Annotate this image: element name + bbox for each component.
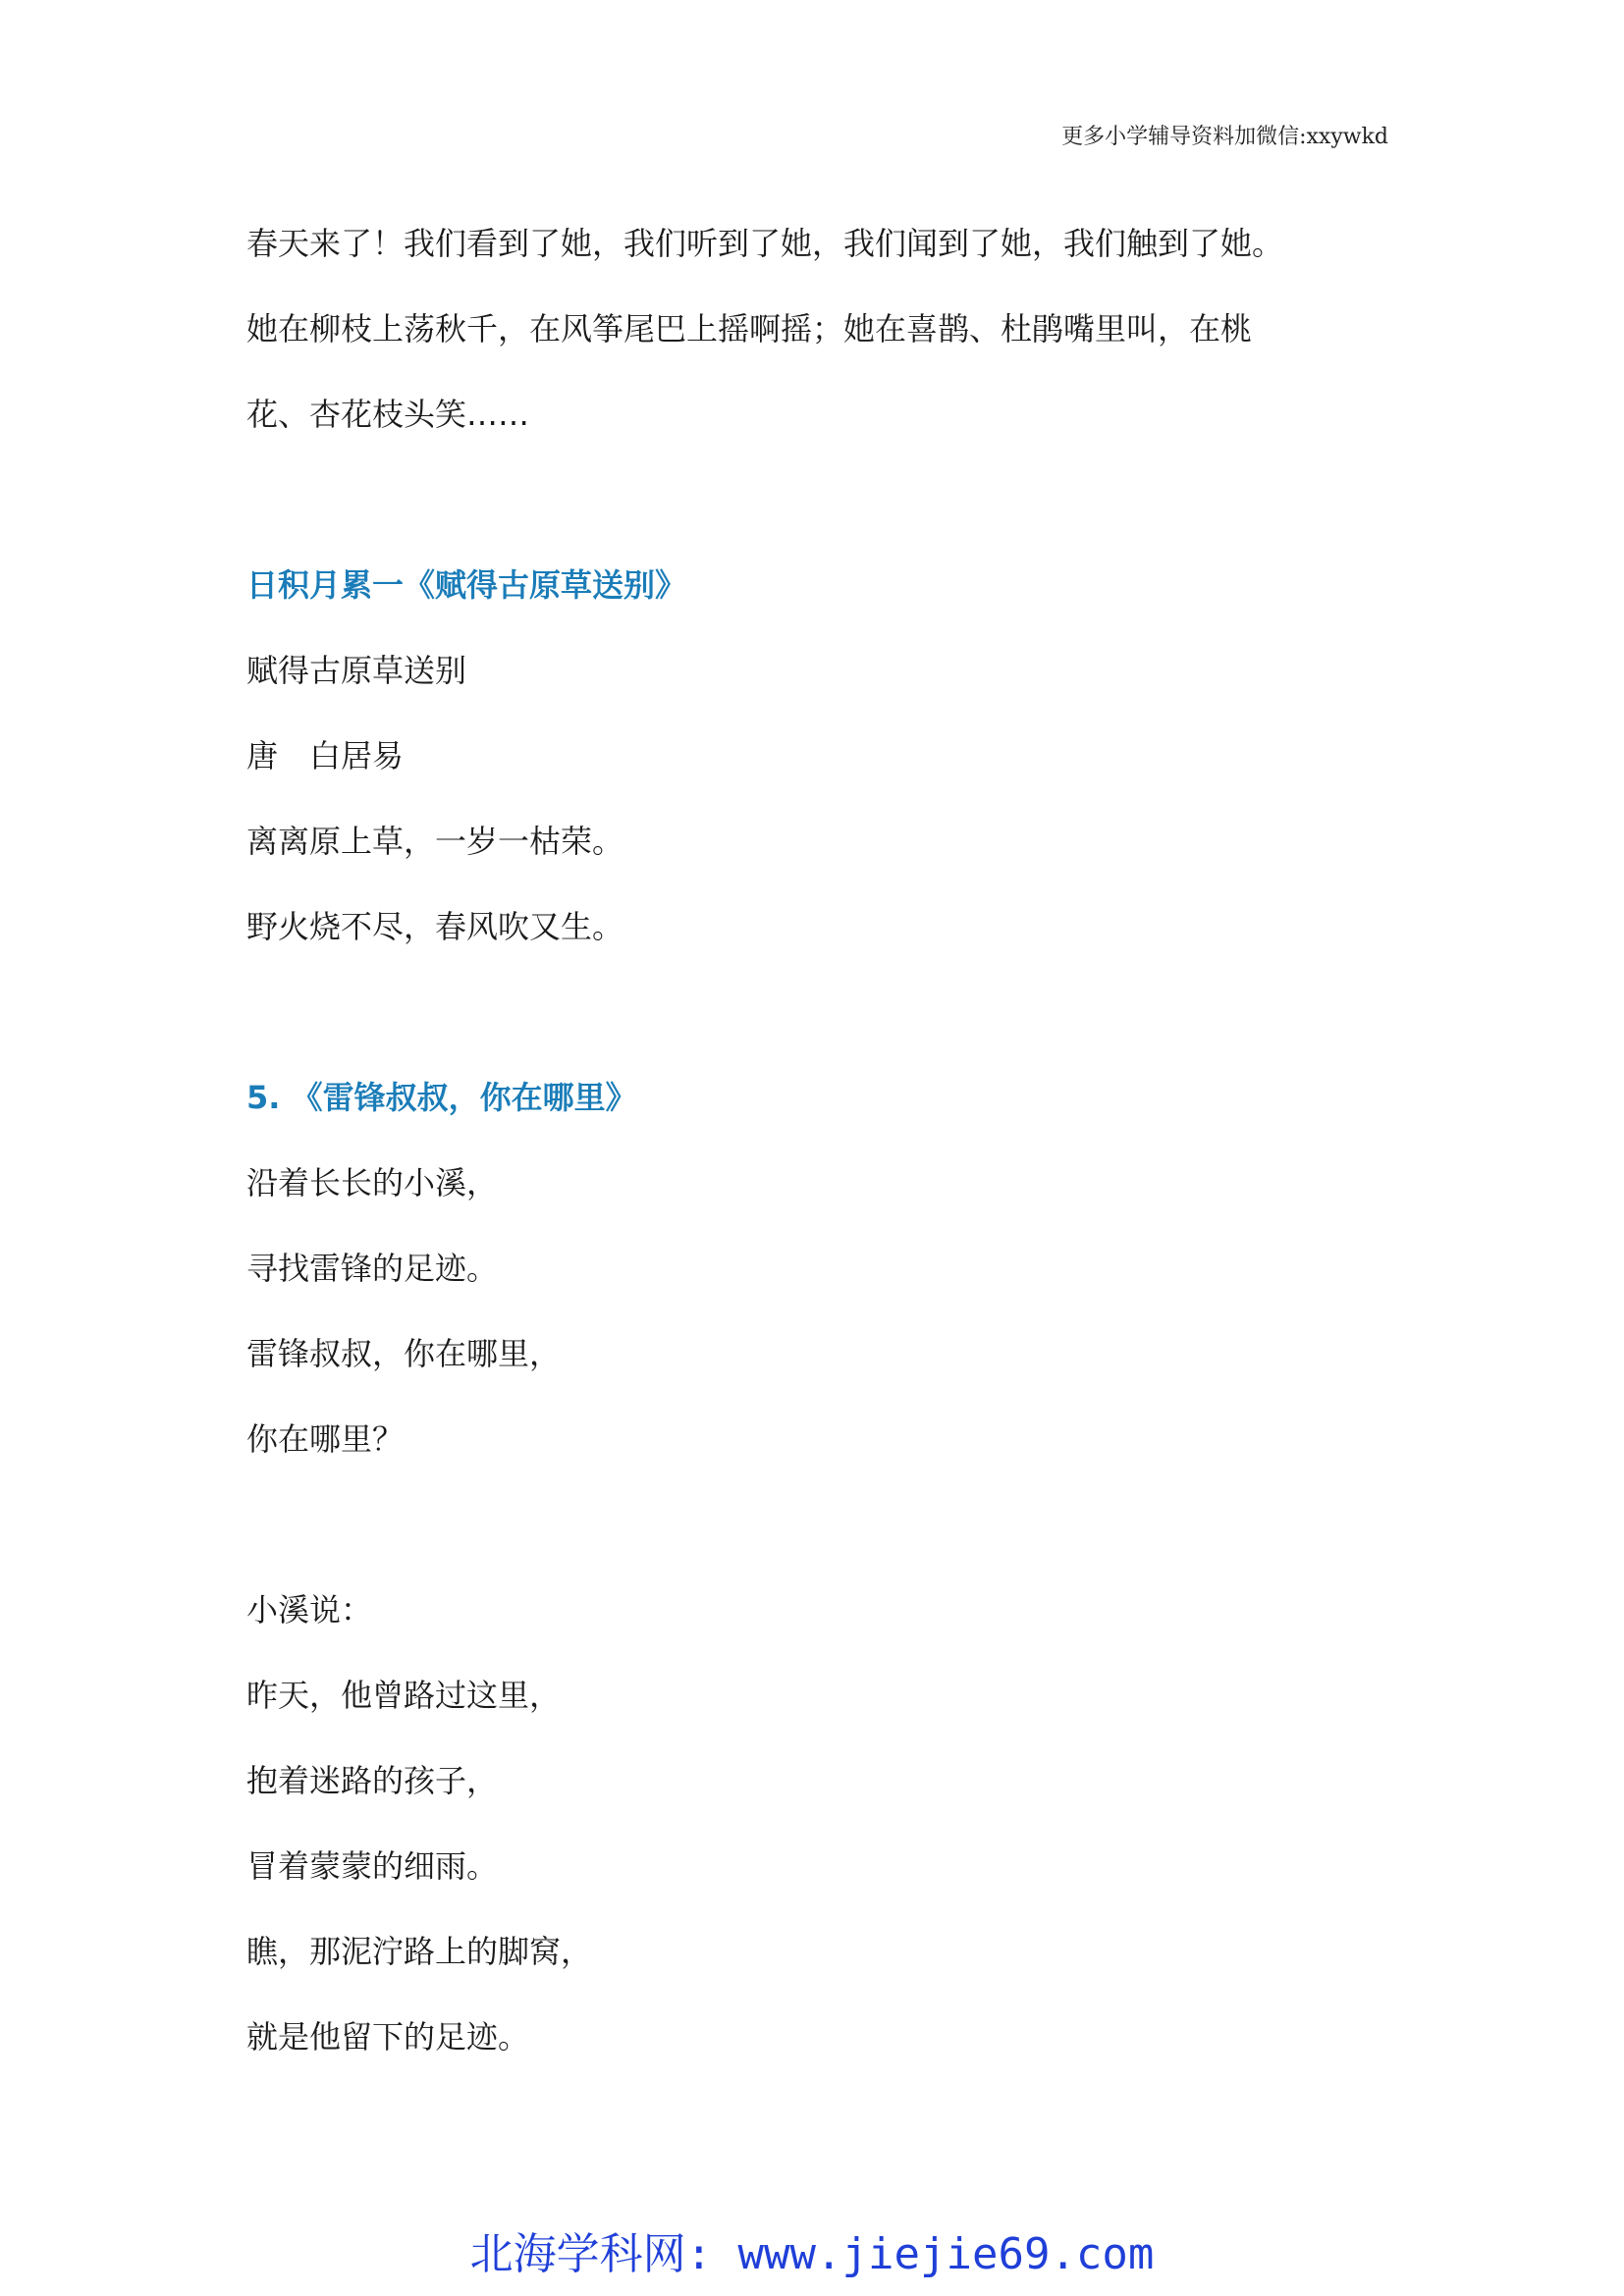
poem-line: 雷锋叔叔，你在哪里， [246, 1335, 562, 1372]
poem-line: 你在哪里？ [246, 1420, 405, 1458]
poem-line: 就是他留下的足迹。 [246, 2018, 530, 2056]
section-heading: 日积月累一《赋得古原草送别》 [246, 566, 687, 604]
paragraph-line: 春天来了！我们看到了她，我们听到了她，我们闻到了她，我们触到了她。 [246, 225, 1284, 262]
poem-line: 瞧，那泥泞路上的脚窝， [246, 1933, 593, 1970]
poem-line: 昨天，他曾路过这里， [246, 1677, 562, 1714]
poem-line: 寻找雷锋的足迹。 [246, 1250, 499, 1287]
page-footer-watermark: 北海学科网: www.jiejie69.com [469, 2229, 1155, 2279]
section-heading: 5. 《雷锋叔叔，你在哪里》 [246, 1079, 637, 1116]
paragraph-line: 她在柳枝上荡秋千，在风筝尾巴上摇啊摇；她在喜鹊、杜鹃嘴里叫，在桃 [246, 310, 1253, 347]
poem-line: 抱着迷路的孩子， [246, 1762, 499, 1799]
poem-title: 赋得古原草送别 [246, 652, 467, 689]
page-header: 更多小学辅导资料加微信:xxywkd [1061, 125, 1388, 149]
paragraph-line: 花、杏花枝头笑…… [246, 396, 530, 433]
poem-line: 小溪说： [246, 1591, 373, 1629]
poem-line: 沿着长长的小溪， [246, 1164, 499, 1201]
poem-line: 离离原上草，一岁一枯荣。 [246, 823, 624, 860]
poem-line: 冒着蒙蒙的细雨。 [246, 1847, 499, 1885]
poem-line: 野火烧不尽，春风吹又生。 [246, 908, 624, 945]
poem-author: 唐 白居易 [246, 737, 405, 774]
